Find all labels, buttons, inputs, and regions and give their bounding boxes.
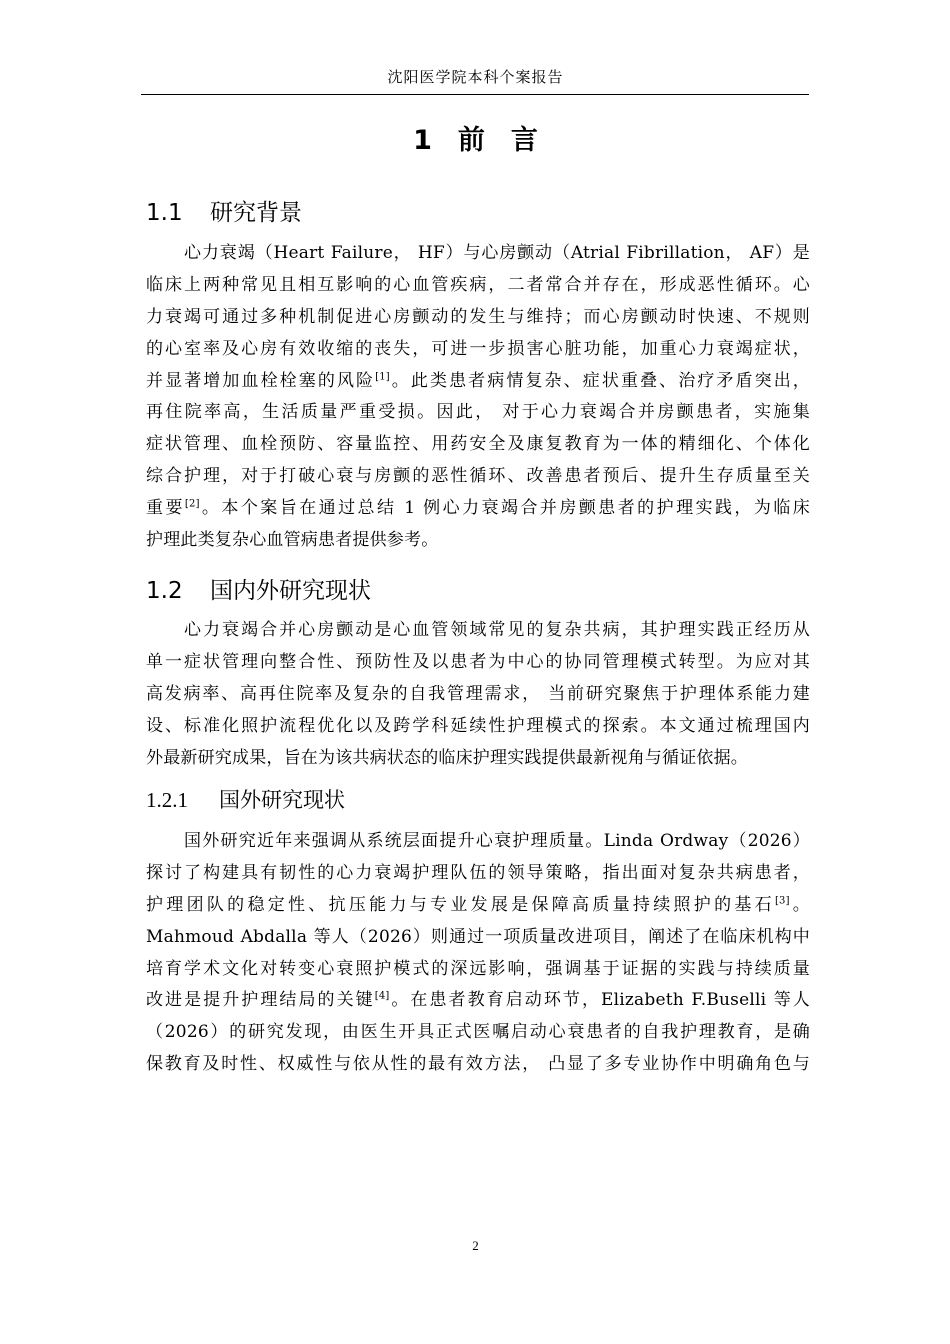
citation-ref: [1] bbox=[375, 370, 390, 382]
chapter-title bbox=[143, 118, 808, 157]
paragraph-line: 护理此类复杂心血管病患者提供参考。 bbox=[146, 530, 439, 551]
paragraph-line: 临床上两种常见且相互影响的心血管疾病，二者常合并存在，形成恶性循环。心 bbox=[146, 274, 810, 295]
section-number: 1.1 bbox=[146, 200, 183, 226]
paragraph-line: 重要[2]。本个案旨在通过总结 1 例心力衰竭合并房颤患者的护理实践，为临床 bbox=[146, 498, 810, 519]
section-heading-1-2 bbox=[146, 572, 371, 605]
section-heading-1-1 bbox=[146, 194, 302, 227]
paragraph-line: 改进是提升护理结局的关键[4]。在患者教育启动环节，Elizabeth F.Buselli 等人 bbox=[146, 990, 810, 1011]
paragraph-line: Mahmoud Abdalla 等人（2026）则通过一项质量改进项目，阐述了在临床机构中 bbox=[146, 926, 810, 947]
paragraph-research-background bbox=[146, 238, 810, 557]
subsection-heading-1-2-1 bbox=[146, 784, 345, 814]
paragraph-line: 探讨了构建具有韧性的心力衰竭护理队伍的领导策略，指出面对复杂共病患者， bbox=[146, 862, 810, 883]
paragraph-line: 保教育及时性、权威性与依从性的最有效方法， 凸显了多专业协作中明确角色与 bbox=[146, 1054, 810, 1075]
subsection-title: 国外研究现状 bbox=[219, 788, 345, 812]
chapter-title-part2: 言 bbox=[510, 125, 538, 156]
page-number: 2 bbox=[472, 1238, 479, 1253]
paragraph-line: （2026）的研究发现，由医生开具正式医嘱启动心衰患者的自我护理教育，是确 bbox=[146, 1022, 810, 1043]
header-rule bbox=[141, 94, 809, 95]
paragraph-line: 设、标准化照护流程优化以及跨学科延续性护理模式的探索。本文通过梳理国内 bbox=[146, 715, 810, 736]
chapter-number: 1 bbox=[413, 125, 432, 156]
paragraph-line: 心力衰竭合并心房颤动是心血管领域常见的复杂共病，其护理实践正经历从 bbox=[184, 620, 810, 640]
section-title: 研究背景 bbox=[210, 200, 302, 226]
paragraph-line: 培育学术文化对转变心衰照护模式的深远影响，强调基于证据的实践与持续质量 bbox=[146, 958, 810, 979]
section-number: 1.2 bbox=[146, 578, 183, 604]
paragraph-line: 国外研究近年来强调从系统层面提升心衰护理质量。Linda Ordway（2026） bbox=[184, 831, 810, 851]
citation-ref: [3] bbox=[774, 895, 790, 907]
paragraph-line: 高发病率、高再住院率及复杂的自我管理需求， 当前研究聚焦于护理体系能力建 bbox=[146, 683, 810, 704]
chapter-title-part1: 前 bbox=[457, 125, 485, 156]
paragraph-foreign-research bbox=[146, 826, 810, 1081]
paragraph-line: 外最新研究成果，旨在为该共病状态的临床护理实践提供最新视角与循证依据。 bbox=[146, 747, 748, 768]
paragraph-research-status bbox=[146, 615, 810, 774]
paragraph-line: 心力衰竭（Heart Failure， HF）与心房颤动（Atrial Fibrillation， AF）是 bbox=[184, 243, 810, 263]
subsection-number: 1.2.1 bbox=[146, 788, 188, 812]
paragraph-line: 护理团队的稳定性、抗压能力与专业发展是保障高质量持续照护的基石[3]。 bbox=[146, 894, 811, 915]
citation-ref: [4] bbox=[374, 990, 390, 1002]
running-header: 沈阳医学院本科个案报告 bbox=[387, 68, 564, 86]
paragraph-line: 单一症状管理向整合性、预防性及以患者为中心的协同管理模式转型。为应对其 bbox=[146, 651, 810, 672]
paragraph-line: 的心室率及心房有效收缩的丧失，可进一步损害心脏功能，加重心力衰竭症状， bbox=[146, 338, 810, 359]
paragraph-line: 并显著增加血栓栓塞的风险[1]。此类患者病情复杂、症状重叠、治疗矛盾突出， bbox=[146, 370, 810, 391]
paragraph-line: 症状管理、血栓预防、容量监控、用药安全及康复教育为一体的精细化、个体化 bbox=[146, 434, 810, 455]
section-title: 国内外研究现状 bbox=[210, 578, 371, 604]
citation-ref: [2] bbox=[184, 498, 200, 510]
paragraph-line: 综合护理，对于打破心衰与房颤的恶性循环、改善患者预后、提升生存质量至关 bbox=[146, 466, 810, 487]
paragraph-line: 再住院率高，生活质量严重受损。因此， 对于心力衰竭合并房颤患者，实施集 bbox=[146, 402, 810, 423]
paragraph-line: 力衰竭可通过多种机制促进心房颤动的发生与维持；而心房颤动时快速、不规则 bbox=[146, 306, 810, 327]
